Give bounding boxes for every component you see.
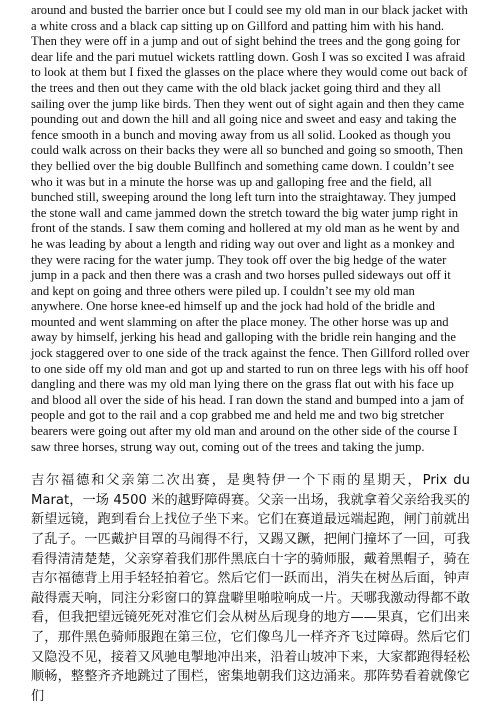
- english-paragraph: around and busted the barrier once but I could see my old man in our black jacket with a white cross and a black cap sitting up on Gillford and patting him with his hand. Then they were off in a jump and out of sight behind the trees and the gong going for dear life and the pari mutuel wickets rattling down. Gosh I was so excited I was afraid to look at them but I fixed the glasses on the place where they would come out back of the trees and then out they came with the old black jacket going third and they all sailing over the jump like birds. Then they went out of sight again and then they came pounding out and down the hill and all going nice and sweet and easy and taking the fence smooth in a bunch and moving away from us all solid. Looked as though you could walk across on their backs they were all so bunched and going so smooth, Then they bellied over the big double Bullfinch and something came down. I couldn’t see who it was but in a minute the horse was up and galloping free and the field, all bunched still, sweeping around the long left turn into the straightaway. They jumped the stone wall and came jammed down the stretch toward the big water jump right in front of the stands. I saw them coming and hollered at my old man as he went by and he was leading by about a length and riding way out over and light as a monkey and they were racing for the water jump. They took off over the big hedge of the water jump in a pack and then there was a crash and two horses pulled sideways out off it and kept on going and three others were piled up. I couldn’t see my old man anywhere. One horse knee-ed himself up and the jock had hold of the bridle and mounted and went slamming on after the place money. The other horse was up and away by himself, jerking his head and galloping with the bridle rein hanging and the jock staggered over to one side of the track against the fence. Then Gillford rolled over to one side off my old man and got up and started to run on three legs with his off hoof dangling and there was my old man lying there on the grass flat out with his face up and blood all over the side of his head. I ran down the stand and bumped into a jam of people and got to the rail and a cop grabbed me and held me and two big stretcher bearers were going out after my old man and around on the other side of the course I saw three horses, strung way out, coming out of the trees and taking the jump.: [31, 3, 470, 454]
- chinese-paragraph: 吉尔福德和父亲第二次出赛，是奥特伊一个下雨的星期天，Prix du Marat，一场 4500 米的越野障碍赛。父亲一出场，我就拿着父亲给我买的新望远镜，跑到看台上找位子坐下来。它们在赛道最远端起跑，闸门前就出了乱子。一匹戴护目罩的马闹得不行，又踢又蹶，把闸门撞坏了一回，可我看得清清楚楚，父亲穿着我们那件黑底白十字的骑师服，戴着黑帽子，骑在吉尔福德背上用手轻轻拍着它。然后它们一跃而出，消失在树丛后面，钟声敲得震天响，同注分彩窗口的算盘噼里啪啦响成一片。天哪我激动得都不敢看，但我把望远镜死死对准它们会从树丛后现身的地方——果真，它们出来了，那件黑色骑师服跑在第三位，它们像鸟儿一样齐齐飞过障碍。然后它们又隐没不见，接着又风驰电掣地冲出来，沿着山坡冲下来，大家都跑得轻松顺畅，整整齐齐地跳过了围栏，密集地朝我们这边涌来。那阵势看着就像它们: [31, 473, 470, 704]
